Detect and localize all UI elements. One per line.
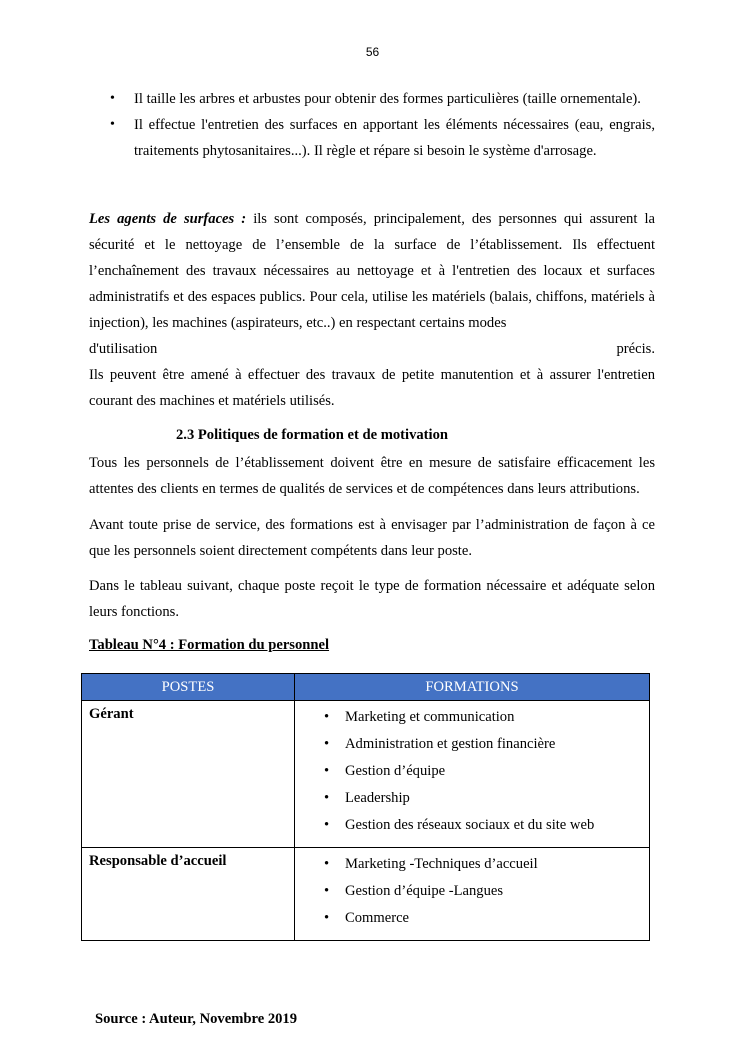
list-item: • Gestion d’équipe -Langues bbox=[295, 878, 649, 905]
agents-line-left: d'utilisation bbox=[89, 341, 158, 357]
list-item: • Il effectue l'entretien des surfaces en apportant les éléments nécessaires (eau, engrais, traitements phytosanitaires...). Il règle et répare si besoin le système d'arrosage. bbox=[110, 112, 655, 164]
gardener-task-list bbox=[110, 86, 655, 164]
poste-cell: Gérant bbox=[82, 701, 295, 848]
training-paragraph-1: Tous les personnels de l’établissement doivent être en mesure de satisfaire efficacement les attentes des clients en termes de qualités de services et de compétences dans leurs attributions. bbox=[89, 455, 655, 497]
table-caption: Tableau N°4 : Formation du personnel bbox=[89, 637, 330, 653]
agents-paragraph bbox=[89, 206, 655, 414]
page-number: 56 bbox=[365, 45, 380, 59]
agents-justified-line bbox=[89, 336, 655, 362]
agents-continuation: Ils peuvent être amené à effectuer des travaux de petite manutention et à assurer l'entretien courant des machines et matériels utilisés. bbox=[89, 367, 655, 409]
column-header-postes: POSTES bbox=[82, 674, 295, 701]
training-paragraph-2: Avant toute prise de service, des formations est à envisager par l’administration de façon à ce que les personnels soient directement compétents dans leur poste. bbox=[89, 517, 655, 559]
training-paragraph-3: Dans le tableau suivant, chaque poste reçoit le type de formation nécessaire et adéquate selon leurs fonctions. bbox=[89, 578, 655, 620]
table-header-row bbox=[82, 674, 650, 701]
formation-list bbox=[295, 701, 649, 847]
formation-list bbox=[295, 848, 649, 940]
list-item: • Marketing et communication bbox=[295, 704, 649, 731]
column-header-formations: FORMATIONS bbox=[295, 674, 650, 701]
list-item: • Commerce bbox=[295, 905, 649, 932]
formations-cell bbox=[295, 848, 650, 941]
list-item: • Leadership bbox=[295, 785, 649, 812]
table-row bbox=[82, 701, 650, 848]
poste-cell: Responsable d’accueil bbox=[82, 848, 295, 941]
table-row bbox=[82, 848, 650, 941]
list-item: • Marketing -Techniques d’accueil bbox=[295, 851, 649, 878]
training-table bbox=[81, 673, 650, 941]
list-item: • Gestion des réseaux sociaux et du site web bbox=[295, 812, 649, 839]
list-item: • Administration et gestion financière bbox=[295, 731, 649, 758]
source-note: Source : Auteur, Novembre 2019 bbox=[95, 1011, 298, 1027]
agents-line-right: précis. bbox=[616, 341, 655, 357]
formations-cell bbox=[295, 701, 650, 848]
agents-body-text: ils sont composés, principalement, des personnes qui assurent la sécurité et le nettoyage de l’ensemble de la surface de l’établissement. Ils effectuent l’enchaînement des travaux nécessaires au nettoyage et à l'entretien des locaux et surfaces administratifs et des espaces publics. Pour cela, utilise les matériels (balais, chiffons, matériels à injection), les machines (aspirateurs, etc..) en respectant certains modes bbox=[89, 211, 655, 331]
list-item: • Gestion d’équipe bbox=[295, 758, 649, 785]
section-heading: 2.3 Politiques de formation et de motivation bbox=[176, 427, 448, 443]
agents-lead-term: Les agents de surfaces : bbox=[89, 211, 247, 227]
list-item: • Il taille les arbres et arbustes pour obtenir des formes particulières (taille ornementale). bbox=[110, 86, 655, 112]
